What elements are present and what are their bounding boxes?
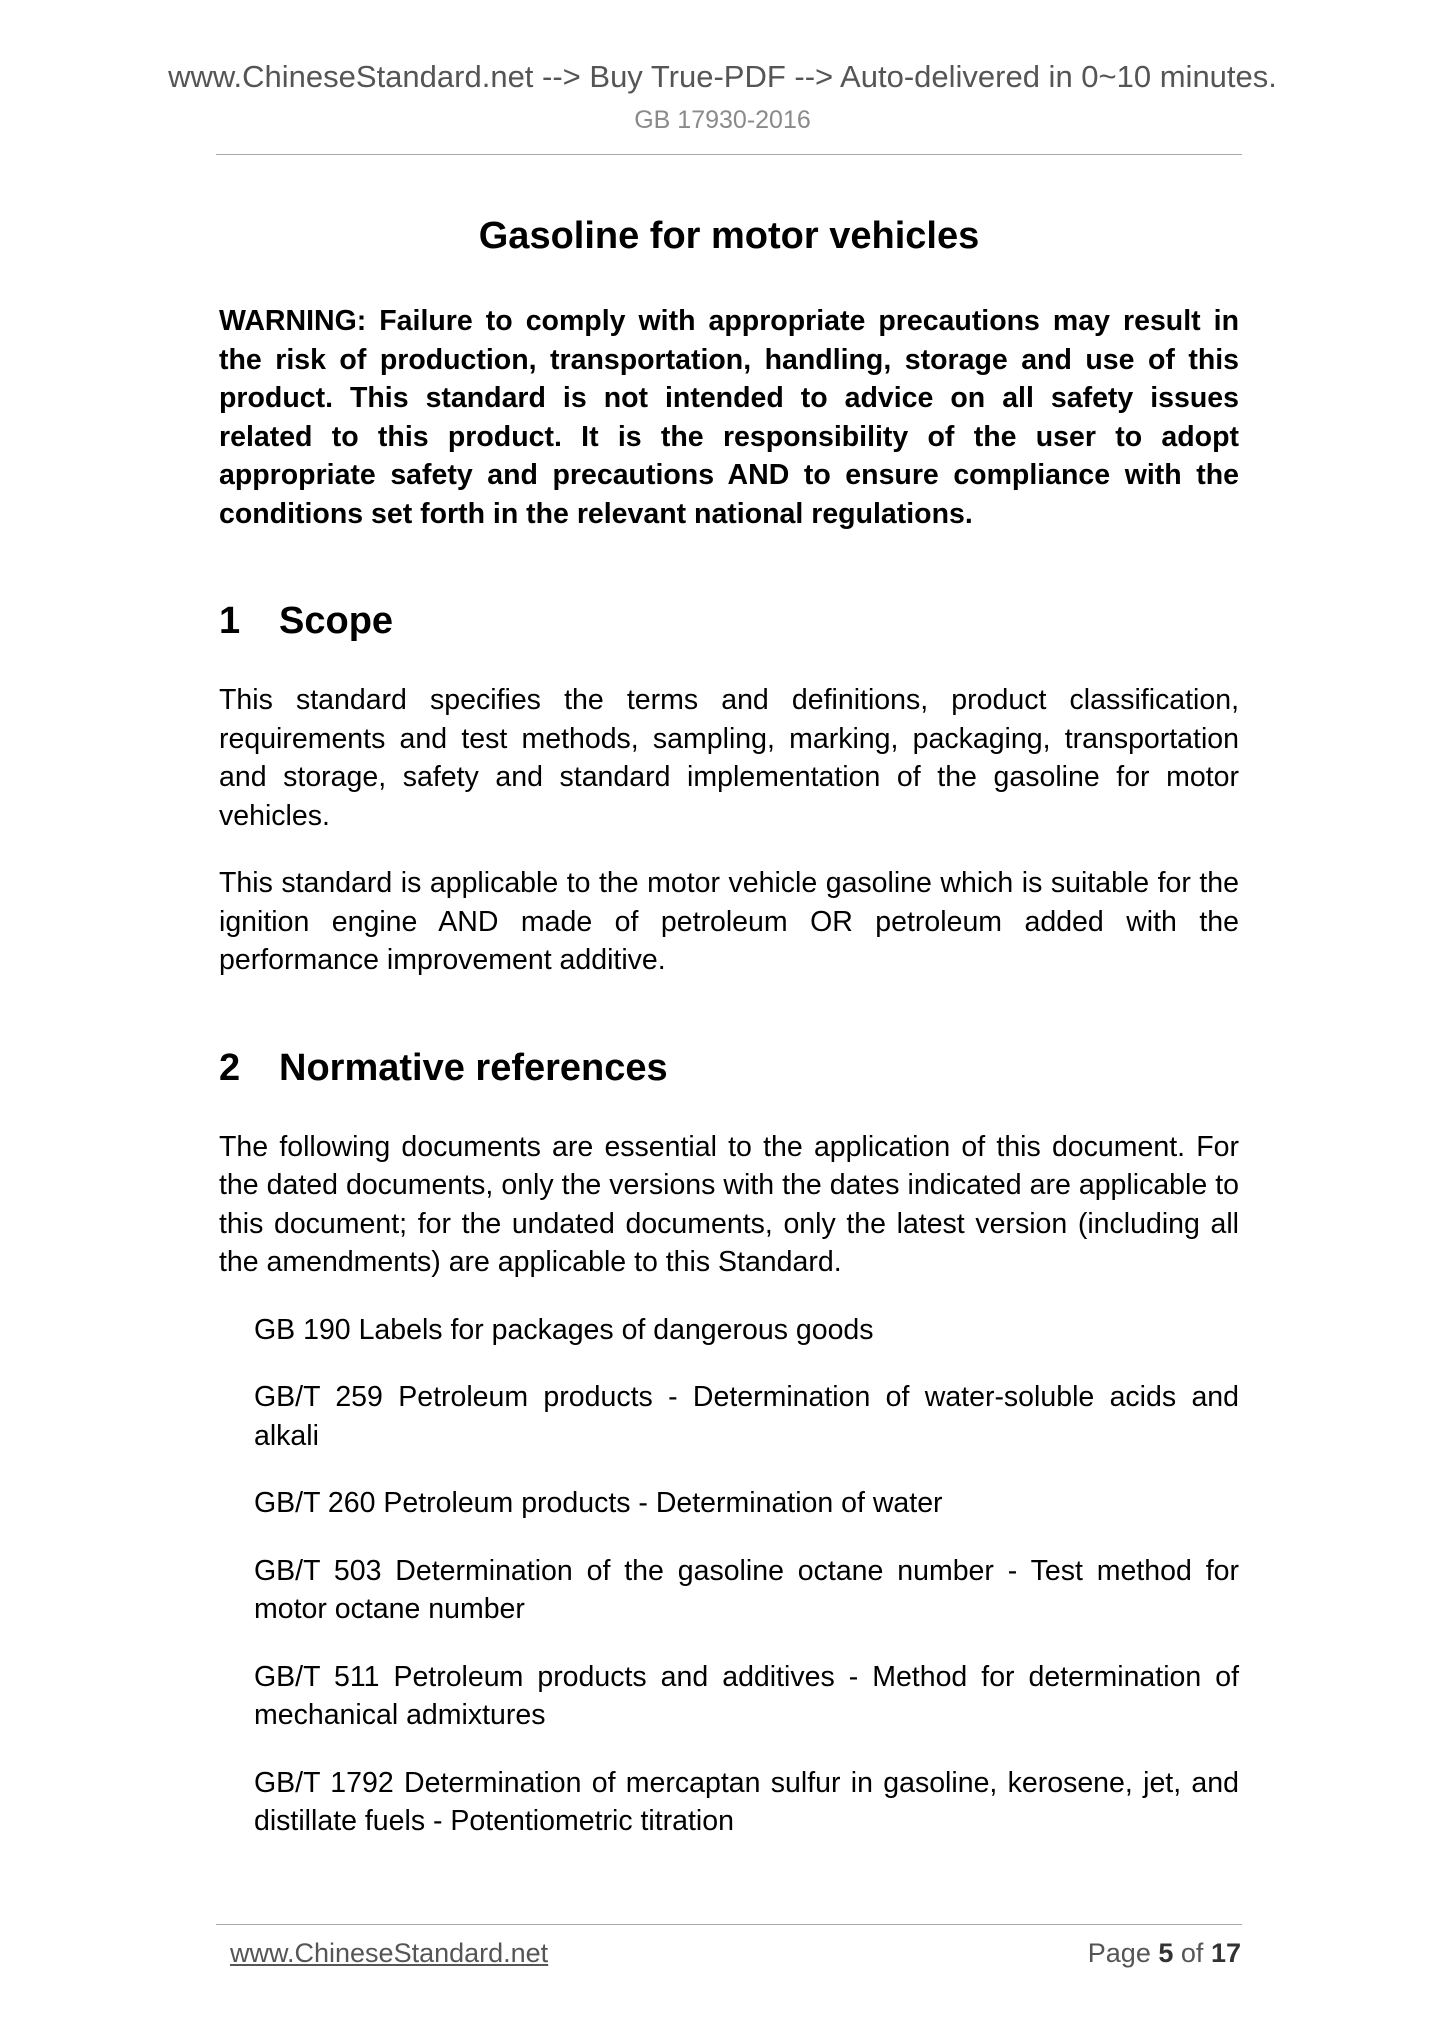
footer-divider <box>216 1924 1242 1925</box>
section-number: 2 <box>219 1046 241 1089</box>
page-current: 5 <box>1158 1938 1174 1968</box>
header-divider <box>216 154 1242 155</box>
section-scope <box>219 595 1239 980</box>
reference-item: GB/T 1792 Determination of mercaptan sulfur in gasoline, kerosene, jet, and distillate fuels - Potentiometric titration <box>254 1766 1239 1837</box>
section-number: 1 <box>219 600 241 642</box>
purchase-banner: www.ChineseStandard.net --> Buy True-PDF --> Auto-delivered in 0~10 minutes. <box>168 59 1277 94</box>
section-normative-references <box>219 1042 1239 1841</box>
page-content <box>219 210 1239 1870</box>
footer-website-link[interactable]: www.ChineseStandard.net <box>230 1938 549 1968</box>
reference-item: GB/T 259 Petroleum products - Determination of water-soluble acids and alkali <box>254 1381 1239 1452</box>
page-prefix: Page <box>1087 1938 1151 1968</box>
safety-warning: WARNING: Failure to comply with appropriate precautions may result in the risk of production, transportation, handling, storage and use of this product. This standard is not intended to advice on all safety issues related to this product. It is the responsibility of the user to adopt appropriate safety and precautions AND to ensure compliance with the conditions set forth in the relevant national regulations. <box>219 305 1239 530</box>
reference-item: GB/T 511 Petroleum products and additives - Method for determination of mechanical admixtures <box>254 1660 1239 1731</box>
reference-list <box>219 1311 1239 1841</box>
reference-item: GB 190 Labels for packages of dangerous goods <box>254 1313 874 1346</box>
section-heading-scope <box>219 595 1239 647</box>
document-title: Gasoline for motor vehicles <box>478 215 980 257</box>
section-title: Scope <box>279 600 394 642</box>
reference-item: GB/T 503 Determination of the gasoline octane number - Test method for motor octane number <box>254 1554 1239 1625</box>
scope-paragraph: This standard is applicable to the motor vehicle gasoline which is suitable for the ignition engine AND made of petroleum OR petroleum added with the performance improvement additive. <box>219 867 1239 976</box>
standard-code: GB 17930-2016 <box>634 106 811 134</box>
page-indicator <box>1088 1936 1241 1970</box>
section-heading-normative-references <box>219 1042 1239 1094</box>
scope-paragraph: This standard specifies the terms and definitions, product classification, requirements and test methods, sampling, marking, packaging, transportation and storage, safety and standard implementation of the gasoline for motor vehicles. <box>219 684 1239 832</box>
page-of: of <box>1180 1938 1204 1968</box>
section-title: Normative references <box>279 1046 668 1089</box>
references-intro-paragraph: The following documents are essential to the application of this document. For the dated documents, only the versions with the dates indicated are applicable to this document; for the undated documents, only the latest version (including all the amendments) are applicable to this Standard. <box>219 1130 1239 1278</box>
reference-item: GB/T 260 Petroleum products - Determination of water <box>254 1487 943 1519</box>
page-total: 17 <box>1210 1938 1241 1968</box>
